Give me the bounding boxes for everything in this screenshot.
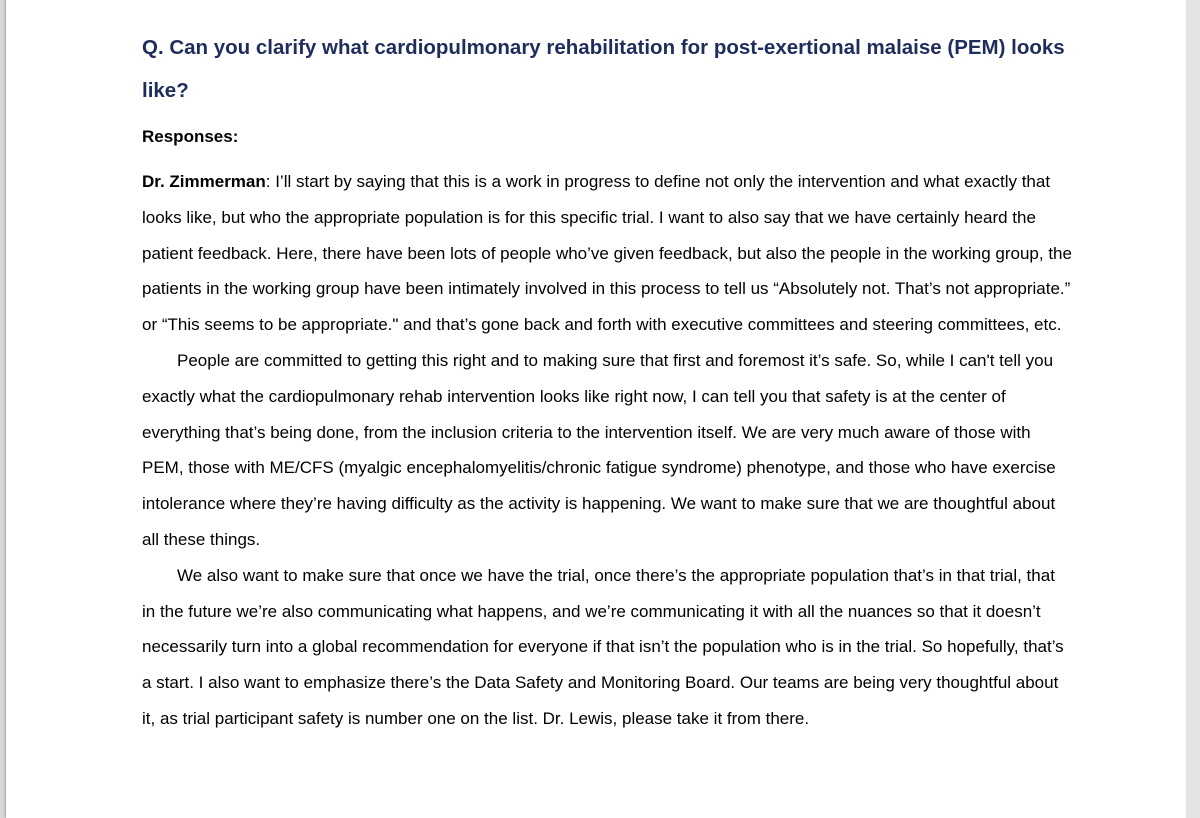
document-page	[6, 0, 1186, 818]
paragraph-3: We also want to make sure that once we have the trial, once there’s the appropriate population that’s in that trial, that in the future we’re also communicating what happens, and we’re communicating it with all the nuances so that it doesn’t necessarily turn into a global recommendation for everyone if that isn’t the population who is in the trial. So hopefully, that’s a start. I also want to emphasize there’s the Data Safety and Monitoring Board. Our teams are being very thoughtful about it, as trial participant safety is number one on the list. Dr. Lewis, please take it from there.	[142, 565, 1064, 728]
responses-heading: Responses:	[142, 127, 239, 146]
paragraph-1-text: : I’ll start by saying that this is a work in progress to define not only the intervention and what exactly that looks like, but who the appropriate population is for this specific trial. I want to also say that we have certainly heard the patient feedback. Here, there have been lots of people who’ve given feedback, but also the people in the working group, the patients in the working group have been intimately involved in this process to tell us “Absolutely not. That’s not appropriate.” or “This seems to be appropriate." and that’s gone back and forth with executive committees and steering committees, etc.	[142, 172, 1072, 335]
speaker-name: Dr. Zimmerman	[142, 172, 266, 191]
paragraph-1	[142, 164, 1072, 343]
question-heading: Q. Can you clarify what cardiopulmonary rehabilitation for post-exertional malaise (PEM) looks like?	[142, 36, 1065, 102]
vertical-scrollbar[interactable]	[1186, 0, 1200, 818]
document-content	[142, 26, 1072, 737]
paragraph-2: People are committed to getting this right and to making sure that first and foremost it’s safe. So, while I can't tell you exactly what the cardiopulmonary rehab intervention looks like right now, I can tell you that safety is at the center of everything that’s being done, from the inclusion criteria to the intervention itself. We are very much aware of those with PEM, those with ME/CFS (myalgic encephalomyelitis/chronic fatigue syndrome) phenotype, and those who have exercise intolerance where they’re having difficulty as the activity is happening. We want to make sure that we are thoughtful about all these things.	[142, 350, 1056, 549]
